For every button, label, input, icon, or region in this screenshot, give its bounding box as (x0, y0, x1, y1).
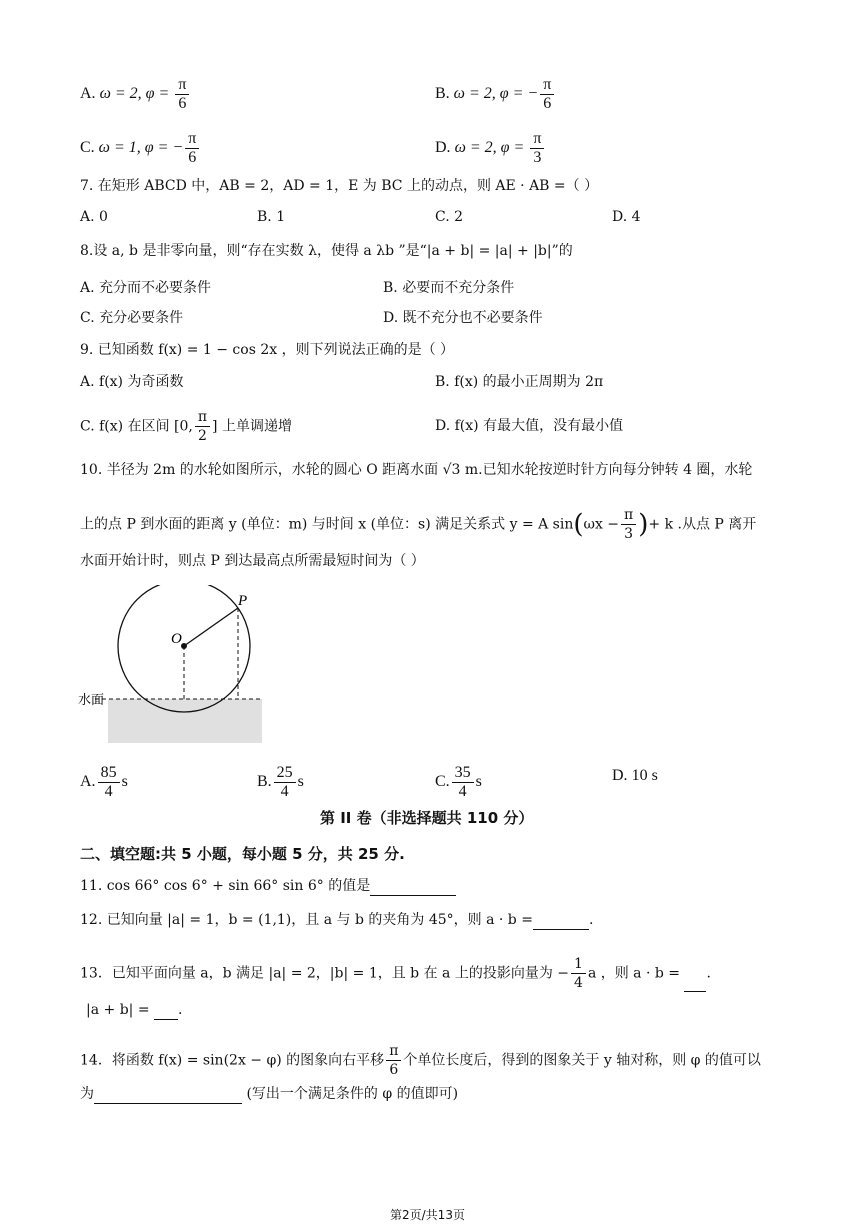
q10-option-d: D. 10 s (612, 767, 658, 784)
q9-option-a: A. f(x) 为奇函数 (80, 374, 184, 390)
q13-line-1: 13．已知平面向量 a，b 满足 |a| = 2，|b| = 1，且 b 在 a 上的投影向量为 − $\frac{1}{4}$ a ，则 a · b = . (80, 956, 711, 991)
q10-option-b: B. $\frac{25}{4}$ s (257, 764, 304, 800)
q6-option-c: C. ω = 1, φ = − $\frac{\pi}{6}$ (80, 130, 201, 167)
q14-line-1: 14．将函数 f(x) = sin(2x − φ) 的图象向右平移 $\frac{\pi}{6}$ 个单位长度后，得到的图象关于 y 轴对称，则 φ 的值可以 (80, 1043, 761, 1078)
q13-answer-blank-1[interactable] (684, 975, 706, 992)
label-water: 水面 (78, 693, 105, 708)
q6-option-d: D. ω = 2, φ = $\frac{\pi}{3}$ (435, 130, 546, 167)
q10-line-3: 水面开始计时，则点 P 到达最高点所需最短时间为（ ） (80, 553, 425, 569)
q7-option-b: B. 1 (257, 209, 286, 225)
water-region (108, 699, 262, 743)
q11-answer-blank[interactable] (370, 879, 456, 896)
q6-option-b: B. ω = 2, φ = − $\frac{\pi}{6}$ (435, 76, 556, 113)
radius-op (184, 608, 238, 646)
q8-option-a: A. 充分而不必要条件 (80, 280, 212, 296)
q9-option-d: D. f(x) 有最大值，没有最小值 (435, 418, 624, 434)
q8-option-b: B. 必要而不充分条件 (383, 280, 515, 296)
q9-option-c: C. f(x) 在区间 [0, $\frac{\pi}{2}$ ] 上单调递增 (80, 409, 292, 444)
label-p: P (238, 593, 248, 609)
label-o: O (171, 631, 182, 647)
section-2-title: 二、填空题:共 5 小题，每小题 5 分，共 25 分. (80, 845, 405, 863)
q10-option-c: C. $\frac{35}{4}$ s (435, 764, 482, 800)
q7-stem: 7. 在矩形 ABCD 中，AB = 2，AD = 1，E 为 BC 上的动点，则 AE · AB =（ ） (80, 178, 599, 194)
q10-line-1: 10. 半径为 2m 的水轮如图所示，水轮的圆心 O 距离水面 √3 m.已知水轮按逆时针方向每分钟转 4 圈，水轮 (80, 462, 753, 478)
q10-option-a: A. $\frac{85}{4}$ s (80, 764, 128, 800)
q7-option-c: C. 2 (435, 209, 464, 225)
q12-answer-blank[interactable] (533, 913, 589, 930)
page-footer: 第2页/共13页 (390, 1208, 465, 1222)
q14-answer-blank[interactable] (94, 1087, 242, 1104)
q11: 11. cos 66° cos 6° + sin 66° sin 6° 的值是 (80, 876, 456, 896)
q14-line-2: 为 (写出一个满足条件的 φ 的值即可) (80, 1086, 459, 1102)
part-2-title: 第 II 卷（非选择题共 110 分） (320, 809, 534, 827)
q8-stem: 8.设 a, b 是非零向量，则“存在实数 λ，使得 a λb ”是“|a + b| = |a| + |b|”的 (80, 243, 573, 259)
q7-option-a: A. 0 (80, 209, 108, 225)
q7-option-d: D. 4 (612, 209, 641, 225)
q9-option-b: B. f(x) 的最小正周期为 2π (435, 374, 604, 390)
center-dot (181, 643, 187, 649)
q8-option-c: C. 充分必要条件 (80, 310, 184, 326)
q9-stem: 9. 已知函数 f(x) = 1 − cos 2x ，则下列说法正确的是（ ） (80, 342, 455, 358)
q10-line-2: 上的点 P 到水面的距离 y (单位：m) 与时间 x (单位：s) 满足关系式 y = A sin(ωx − $\frac{\pi}{3}$ )+ k .从点 P 离开 (80, 507, 757, 542)
q6-option-a: A. ω = 2, φ = $\frac{\pi}{6}$ (80, 76, 191, 113)
q12: 12. 已知向量 |a| = 1，b = (1,1)，且 a 与 b 的夹角为 45°，则 a · b = . (80, 912, 594, 928)
q13-line-2: |a + b| = . (86, 1002, 183, 1018)
q8-option-d: D. 既不充分也不必要条件 (383, 310, 543, 326)
q13-answer-blank-2[interactable] (154, 1003, 178, 1020)
waterwheel-figure (75, 585, 275, 750)
